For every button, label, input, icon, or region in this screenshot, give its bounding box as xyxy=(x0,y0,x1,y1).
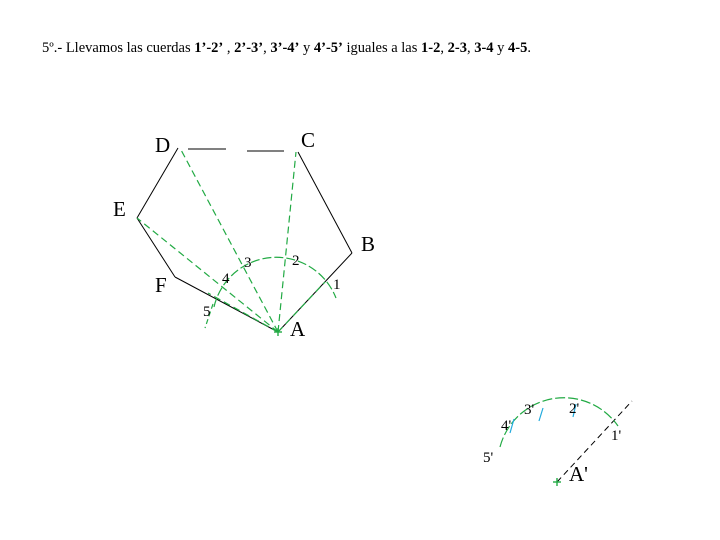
caption-chord-1: 1’-2’ xyxy=(194,40,224,56)
caption-sep-4: , xyxy=(440,40,448,56)
vertex-label-d: D xyxy=(155,133,171,157)
caption-suffix: . xyxy=(527,40,532,56)
copy-point-label-4: 4' xyxy=(501,418,512,434)
copy-point-label-3: 3' xyxy=(524,402,535,418)
side-d-e xyxy=(137,148,178,218)
copy-arc xyxy=(500,398,618,447)
caption-middle: iguales a las xyxy=(342,40,422,56)
vertex-label-b: B xyxy=(361,232,376,256)
caption-ref-1: 1-2 xyxy=(421,40,441,56)
caption-prefix: 5º.- Llevamos las cuerdas xyxy=(42,40,195,56)
copy-point-label-5: 5' xyxy=(483,450,494,466)
caption-ref-3: 3-4 xyxy=(474,40,494,56)
copy-point-label-2: 2' xyxy=(569,401,580,417)
caption-chord-4: 4’-5’ xyxy=(313,40,343,56)
vertex-label-a: A xyxy=(290,317,306,341)
caption-sep-2: , xyxy=(263,40,271,56)
hexagon-outline xyxy=(137,148,352,332)
side-e-f xyxy=(137,218,175,277)
vertex-label-c: C xyxy=(301,128,316,152)
caption-sep-1: , xyxy=(223,40,235,56)
copy-point-label-1: 1' xyxy=(611,428,622,444)
copy-center-label: A' xyxy=(569,462,588,486)
copy-chord-tick-3 xyxy=(539,408,543,421)
arc-point-label-5: 5 xyxy=(203,304,211,320)
vertex-label-e: E xyxy=(113,197,126,221)
arc-point-label-1: 1 xyxy=(333,277,341,293)
caption-ref-4: 4-5 xyxy=(508,40,528,56)
caption-chord-3: 3’-4’ xyxy=(270,40,300,56)
side-b-c xyxy=(298,152,352,253)
caption-ref-2: 2-3 xyxy=(447,40,467,56)
caption-sep-6: y xyxy=(493,40,509,56)
arc-point-label-4: 4 xyxy=(222,271,230,287)
diagonals xyxy=(137,148,325,332)
caption-chord-2: 2’-3’ xyxy=(234,40,264,56)
caption-sep-3: y xyxy=(299,40,314,56)
arc-around-a xyxy=(214,257,336,307)
arc-point-label-3: 3 xyxy=(244,255,252,271)
caption-sep-5: , xyxy=(466,40,475,56)
vertex-label-f: F xyxy=(155,273,167,297)
diagonal-a-c xyxy=(278,152,296,332)
arc-point-label-2: 2 xyxy=(292,253,300,269)
